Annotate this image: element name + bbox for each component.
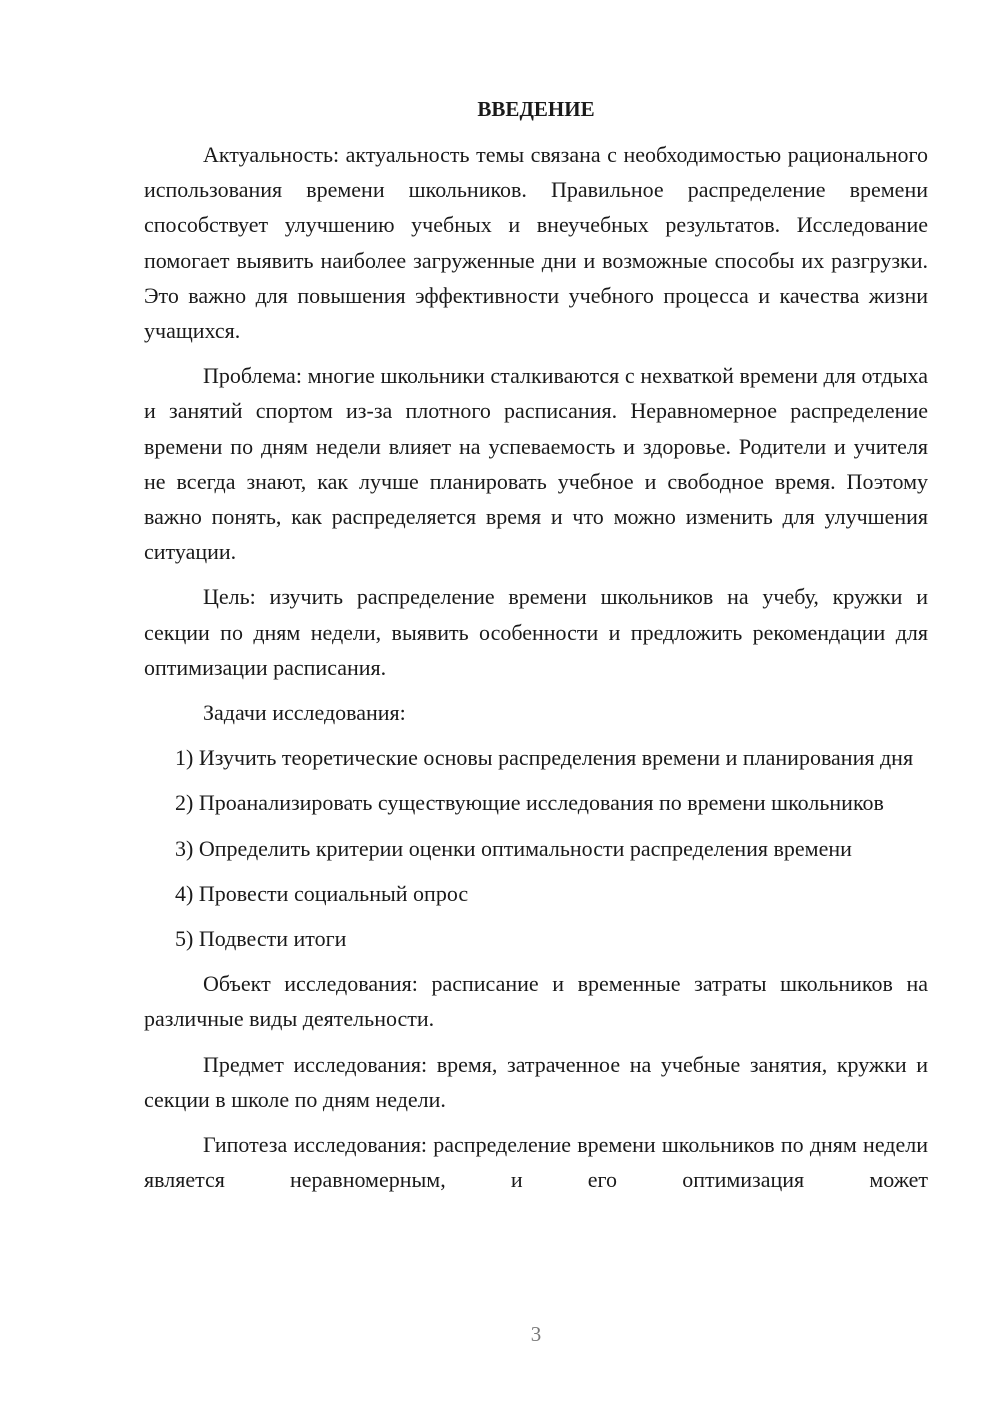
paragraph-hypothesis: Гипотеза исследования: распределение времени школьников по дням недели является неравномерным, и его оптимизация может (144, 1132, 928, 1193)
task-item-1: 1) Изучить теоретические основы распределения времени и планирования дня (175, 745, 914, 771)
page-number: 3 (530, 1322, 542, 1346)
task-item-2: 2) Проанализировать существующие исследования по времени школьников (175, 790, 884, 816)
paragraph-problem: Проблема: многие школьники сталкиваются с нехваткой времени для отдыха и занятий спортом из-за плотного расписания. Неравномерное распределение времени по дням недели влияет на успеваемость и здоровье. Родители и учителя не всегда знают, как лучше планировать учебное и свободное время. Поэтому важно понять, как распределяется время и что можно изменить для улучшения ситуации. (144, 363, 928, 565)
tasks-heading: Задачи исследования: (203, 700, 406, 726)
paragraph-object: Объект исследования: расписание и временные затраты школьников на различные виды деятельности. (144, 971, 928, 1032)
paragraph-relevance: Актуальность: актуальность темы связана с необходимостью рационального использования времени школьников. Правильное распределение времени способствует улучшению учебных и внеучебных результатов. Исследование помогает выявить наиболее загруженные дни и возможные способы их разгрузки. Это важно для повышения эффективности учебного процесса и качества жизни учащихся. (144, 142, 928, 344)
section-title: ВВЕДЕНИЕ (477, 97, 595, 121)
paragraph-goal: Цель: изучить распределение времени школьников на учебу, кружки и секции по дням недели, выявить особенности и предложить рекомендации для оптимизации расписания. (144, 584, 928, 680)
task-item-4: 4) Провести социальный опрос (175, 880, 469, 906)
task-item-3: 3) Определить критерии оценки оптимальности распределения времени (175, 835, 852, 861)
paragraph-subject: Предмет исследования: время, затраченное на учебные занятия, кружки и секции в школе по дням недели. (144, 1051, 928, 1112)
task-item-5: 5) Подвести итоги (175, 926, 347, 952)
document-body (144, 92, 928, 1207)
